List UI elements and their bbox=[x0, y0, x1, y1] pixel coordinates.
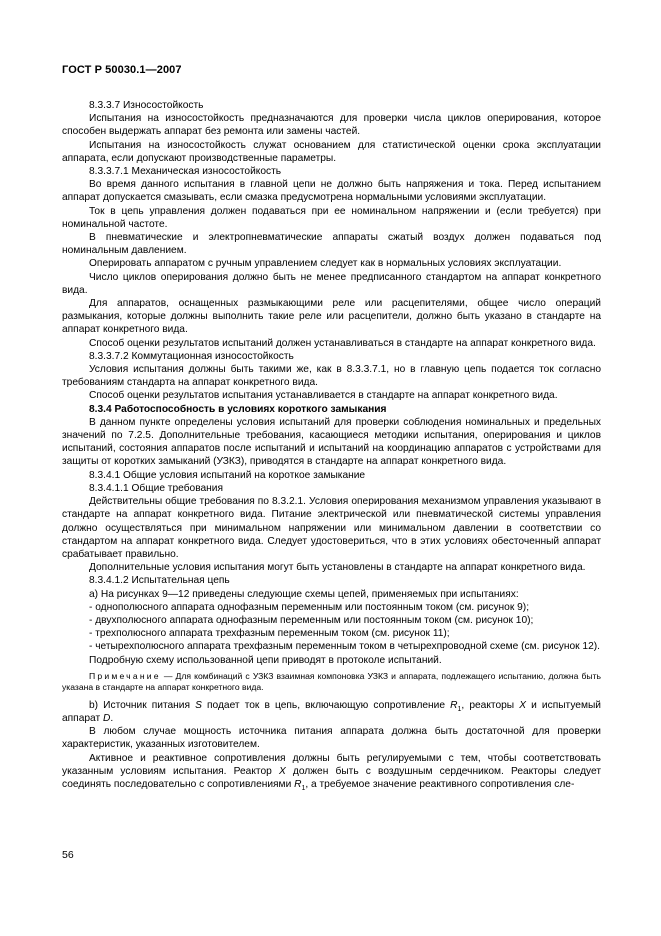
text-run: и испытуемый аппарат bbox=[62, 699, 601, 724]
paragraph: 8.3.3.7 Износостойкость bbox=[89, 100, 204, 111]
paragraph: 8.3.3.7.1 Механическая износостойкость bbox=[89, 166, 282, 178]
paragraph: 8.3.3.7.2 Коммутационная износостойкость bbox=[89, 350, 294, 362]
text-run: должен быть с воздушным сердечником. Реакторы следует соединять последовательно с сопротивлениями bbox=[62, 765, 602, 790]
list-item: - четырехполюсного аппарата трехфазным переменным током в четырехпроводной схеме (см. рисунок 12). bbox=[89, 641, 600, 653]
paragraph: Оперировать аппаратом с ручным управлением следует как в нормальных условиях эксплуатации. bbox=[89, 258, 562, 270]
paragraph: В пневматические и электропневматические аппараты сжатый воздух должен подаваться под номинальным давлением. bbox=[62, 232, 601, 257]
list-item: - однополюсного аппарата однофазным переменным или постоянным током (см. рисунок 9); bbox=[89, 601, 530, 613]
text-run: b) Источник питания bbox=[89, 699, 196, 711]
subscript: 1 bbox=[457, 705, 462, 713]
paragraph-b bbox=[62, 699, 601, 725]
paragraph: 8.3.4.1.2 Испытательная цепь bbox=[89, 575, 230, 587]
subscript: 1 bbox=[301, 784, 306, 792]
text-run: , а требуемое значение реактивного сопротивления сле- bbox=[305, 778, 575, 790]
list-item: - трехполюсного аппарата трехфазным переменным током (см. рисунок 11); bbox=[89, 628, 450, 640]
document-header: ГОСТ Р 50030.1—2007 bbox=[62, 64, 182, 76]
paragraph: Подробную схему использованной цепи приводят в протоколе испытаний. bbox=[89, 654, 442, 666]
symbol-s: S bbox=[195, 699, 202, 711]
paragraph: Ток в цепь управления должен подаваться при ее номинальном напряжении и (если требуется) при номинальной частоте. bbox=[62, 205, 601, 230]
paragraph-last bbox=[62, 752, 601, 792]
paragraph: Испытания на износостойкость служат основанием для статистической оценки срока эксплуатации аппарата, если допускают производственные параметры. bbox=[62, 139, 601, 164]
paragraph: а) На рисунках 9—12 приведены следующие схемы цепей, применяемых при испытаниях: bbox=[89, 588, 519, 600]
note-label: Примечание bbox=[89, 670, 161, 681]
symbol-r: R bbox=[294, 778, 302, 790]
symbol-x: X bbox=[519, 699, 527, 711]
paragraph: Условия испытания должны быть такими же, как в 8.3.3.7.1, но в главную цепь подается ток согласно требованиям стандарта на аппарат конкретного вида. bbox=[62, 364, 601, 389]
paragraph: 8.3.4.1.1 Общие требования bbox=[89, 482, 223, 494]
list-item: - двухполюсного аппарата однофазным переменным или постоянным током (см. рисунок 10); bbox=[89, 614, 534, 626]
paragraph: Число циклов оперирования должно быть не менее предписанного стандартом на аппарат конкретного вида. bbox=[62, 271, 601, 296]
symbol-d: D bbox=[102, 712, 111, 724]
paragraph: В данном пункте определены условия испытаний для проверки соблюдения номинальных и предельных значений по 7.2.5. Дополнительные требования, касающиеся методики испытания, оперирования и циклов испытаний, состояния аппаратов после испытаний и испытаний на координацию аппаратов с устройствами для защиты от коротких замыканий (УЗКЗ), приводятся в стандарте на аппарат конкретного вида. bbox=[62, 416, 601, 468]
text-run: . bbox=[110, 712, 114, 724]
paragraph: Действительны общие требования по 8.3.2.1. Условия оперирования механизмом управления указывают в стандарте на аппарат конкретного вида. Питание электрической или пневматической системы управления должно осуществляться при минимальном напряжении или минимальном давлении в соответствии со стандартом на аппарат конкретного вида. Следует удостовериться, что в этих условиях обесточенный аппарат срабатывает правильно. bbox=[62, 496, 601, 560]
section-heading: 8.3.4 Работоспособность в условиях короткого замыкания bbox=[89, 403, 387, 415]
paragraph: Способ оценки результатов испытания устанавливается в стандарте на аппарат конкретного вида. bbox=[89, 390, 558, 402]
symbol-x: X bbox=[278, 765, 286, 777]
paragraph: Испытания на износостойкость предназначаются для проверки числа циклов оперирования, которое способен выдержать аппарат без ремонта или замены частей. bbox=[62, 113, 601, 138]
paragraph: В любом случае мощность источника питания аппарата должна быть достаточной для проверки характеристик, указанных изготовителем. bbox=[62, 726, 601, 751]
note bbox=[62, 671, 601, 694]
paragraph: Способ оценки результатов испытаний должен устанавливаться в стандарте на аппарат конкретного вида. bbox=[89, 337, 596, 349]
paragraph: Для аппаратов, оснащенных размыкающими реле или расцепителями, общее число операций размыкания, которые должны выполнить такие реле или расцепители, должно быть указано в стандарте на аппарат конкретного вида. bbox=[62, 298, 601, 336]
text-run: Активное и реактивное сопротивления должны быть регулируемыми с тем, чтобы соответствовать указанным условиям испытания. Реактор bbox=[62, 752, 601, 777]
paragraph: 8.3.4.1 Общие условия испытаний на короткое замыкание bbox=[89, 469, 366, 481]
text-run: подает ток в цепь, включающую сопротивление bbox=[201, 699, 451, 711]
page-number: 56 bbox=[62, 849, 74, 861]
document-body bbox=[62, 99, 601, 791]
note-text: — Для комбинаций с УЗКЗ взаимная компоновка УЗКЗ и аппарата, подлежащего испытанию, должна быть указана в стандарте на аппарат конкретного вида. bbox=[62, 670, 601, 693]
paragraph: Дополнительные условия испытания могут быть установлены в стандарте на аппарат конкретного вида. bbox=[89, 562, 586, 574]
paragraph: Во время данного испытания в главной цепи не должно быть напряжения и тока. Перед испытанием аппарат допускается смазывать, если смазка предусмотрена нормальными условиями эксплуатации. bbox=[62, 179, 601, 204]
text-run: , реакторы bbox=[461, 699, 520, 711]
symbol-r: R bbox=[450, 699, 458, 711]
